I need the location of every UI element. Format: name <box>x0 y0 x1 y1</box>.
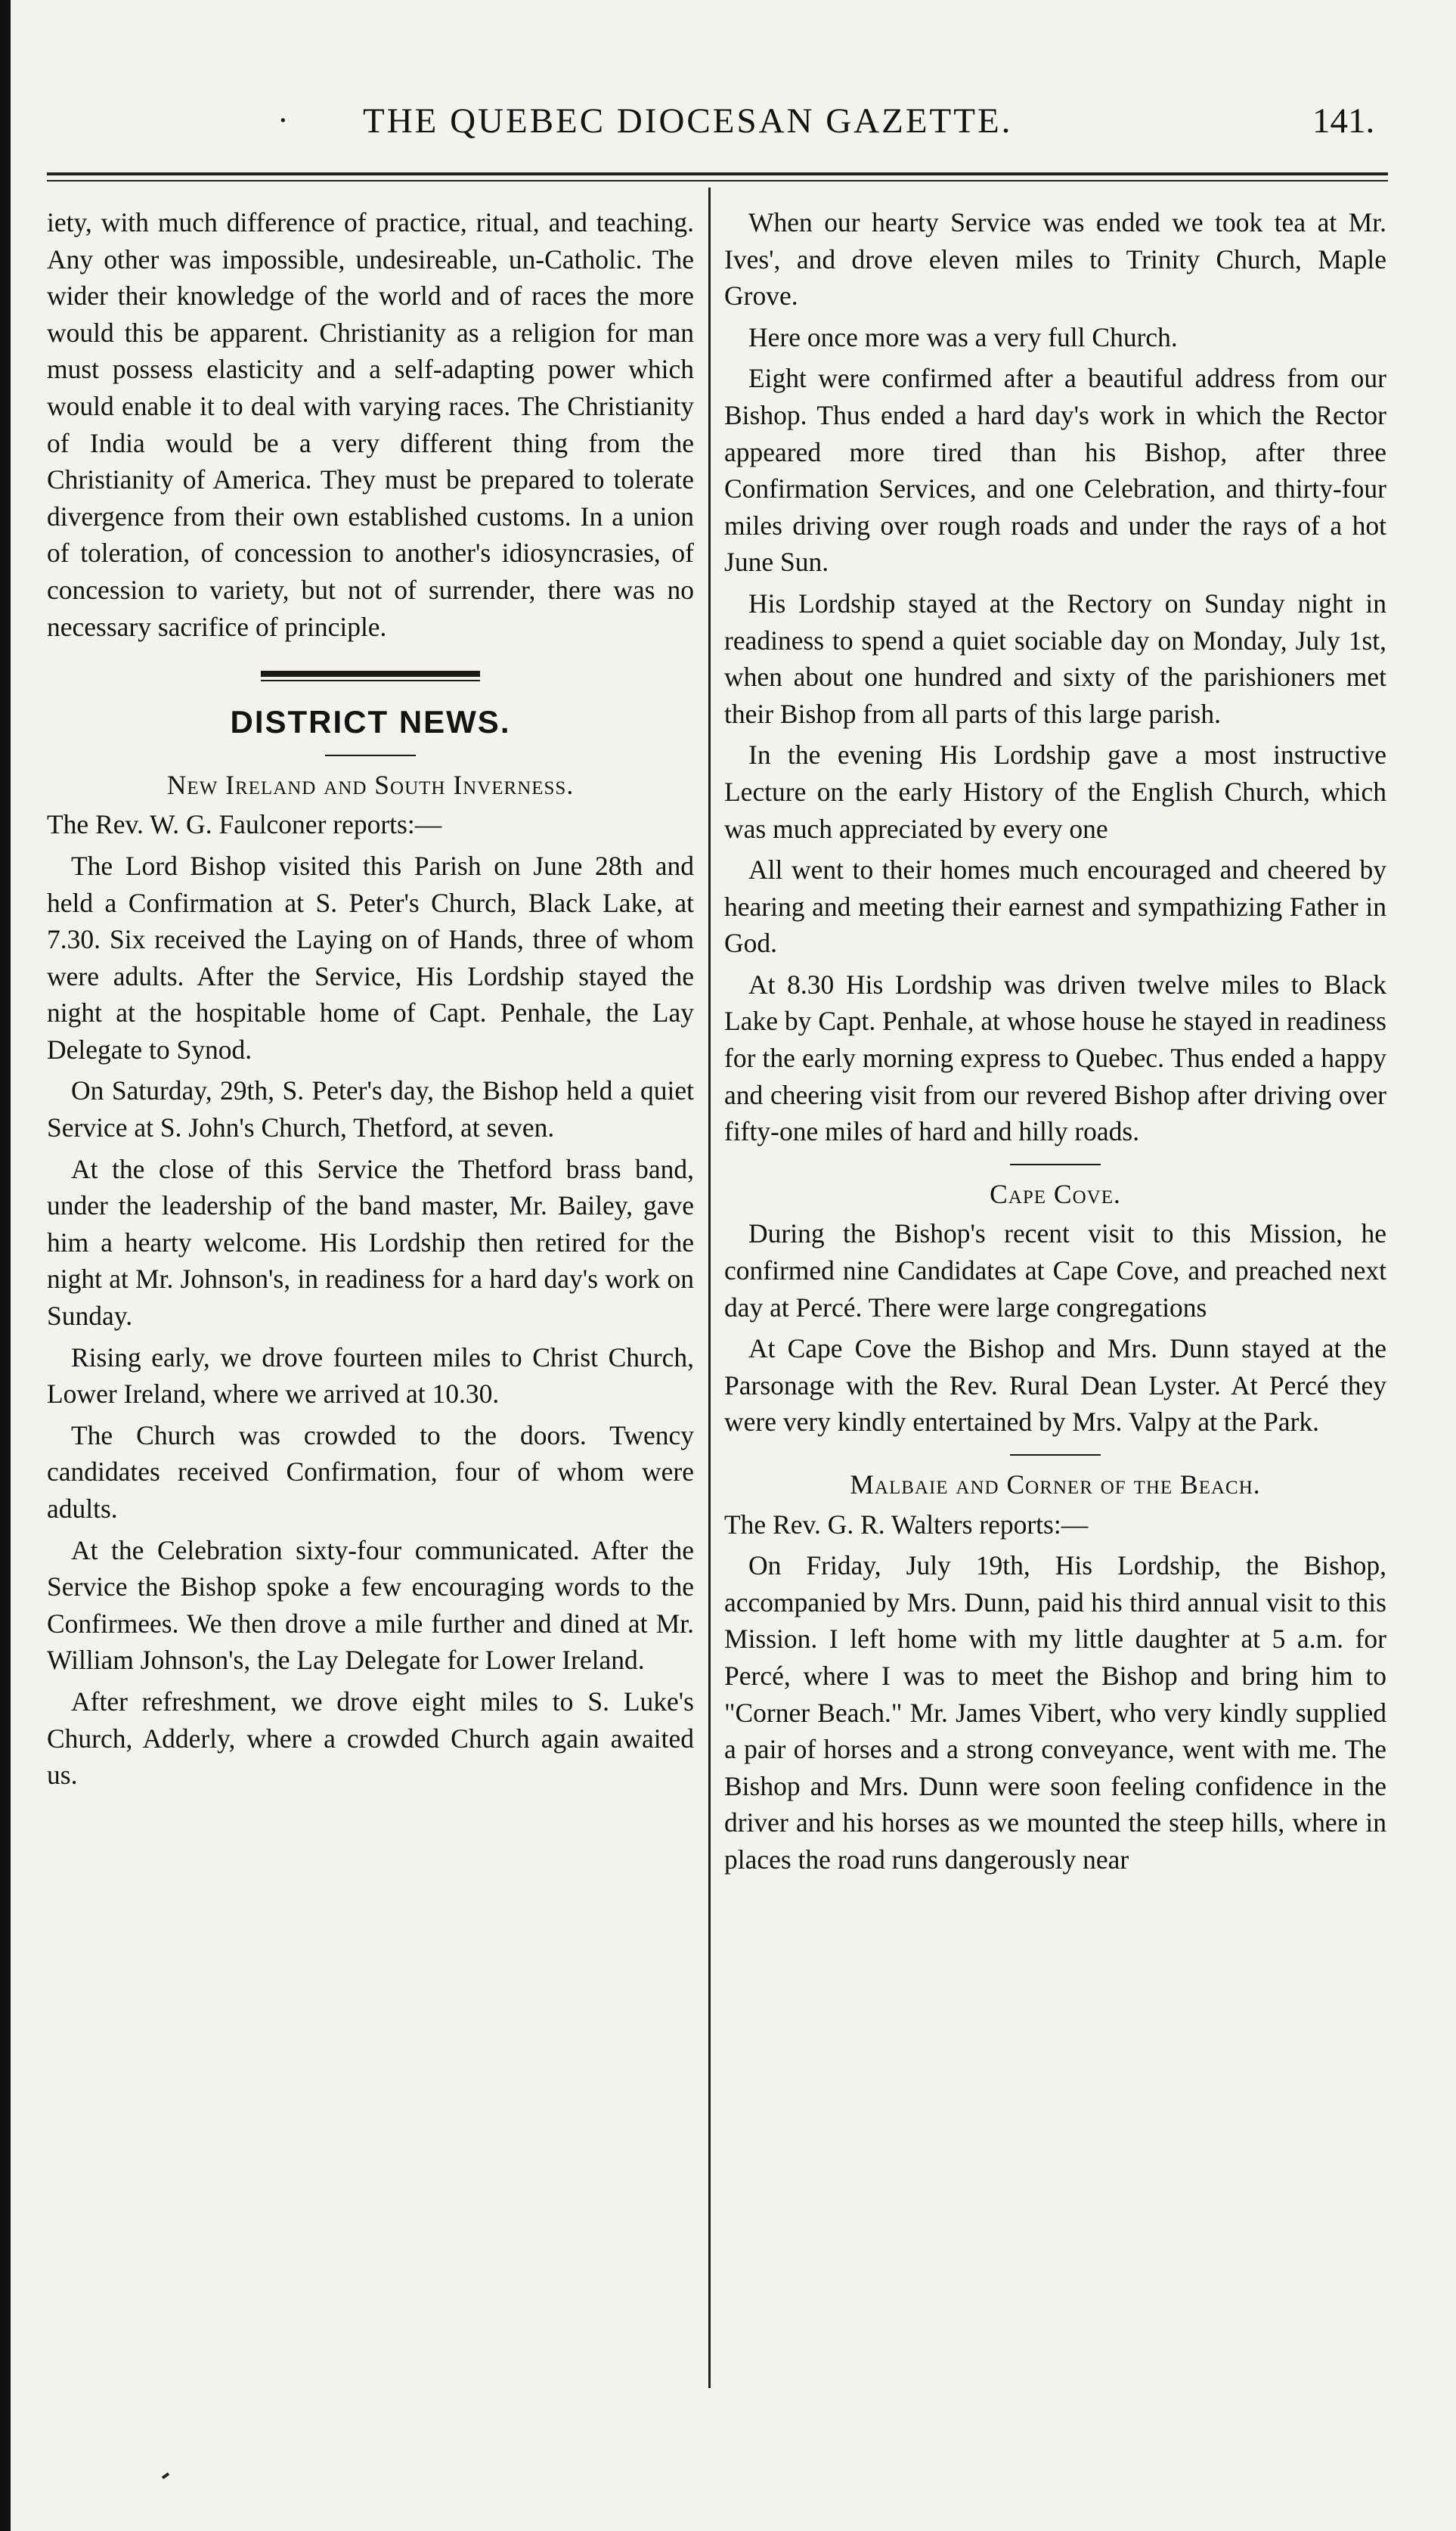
paragraph: His Lordship stayed at the Rectory on Sunday night in readiness to spend a quiet sociable day on Monday, July 1st, when about one hundred and sixty of the parishioners met their Bishop from all parts of this large parish. <box>724 588 1386 729</box>
subheading: Cape Cove. <box>990 1178 1121 1209</box>
subheading: Malbaie and Corner of the Beach. <box>850 1469 1261 1500</box>
page-header <box>0 91 1456 151</box>
paragraph: At 8.30 His Lordship was driven twelve miles to Black Lake by Capt. Penhale, at whose house he stayed in readiness for the early morning express to Quebec. Thus ended a happy and cheering visit from our revered Bishop after driving over fifty-one miles of hard and hilly roads. <box>724 969 1386 1147</box>
section-rule-thin <box>261 680 480 681</box>
paragraph: All went to their homes much encouraged and cheered by hearing and meeting their earnest and sympathizing Father in God. <box>724 855 1386 959</box>
column-divider <box>708 188 711 2388</box>
paragraph: Eight were confirmed after a beautiful address from our Bishop. Thus ended a hard day's work in which the Rector appeared more tired than his Bishop, after three Confirmation Services, and one Celebration, and thirty-four miles driving over rough roads and under the rays of a hot June Sun. <box>724 363 1386 578</box>
header-rule <box>47 172 1388 175</box>
ink-mark <box>162 2472 169 2479</box>
paragraph: Here once more was a very full Church. <box>748 321 1178 352</box>
paragraph: The Lord Bishop visited this Parish on June 28th and held a Confirmation at S. Peter's Church, Black Lake, at 7.30. Six received the Laying on of Hands, three of whom were adults. After the Service, His Lordship stayed the night at the hospitable home of Capt. Penhale, the Lay Delegate to Synod. <box>47 850 694 1065</box>
title-rule <box>325 755 416 756</box>
subheading: New Ireland and South Inverness. <box>166 769 575 800</box>
reporter-line: The Rev. G. R. Walters reports:— <box>724 1509 1089 1540</box>
paragraph: Rising early, we drove fourteen miles to Christ Church, Lower Ireland, where we arrived at 10.30. <box>47 1341 694 1410</box>
page-edge <box>0 0 11 2531</box>
reporter-line: The Rev. W. G. Faulconer reports:— <box>47 809 442 840</box>
page-number: 141. <box>1312 101 1375 141</box>
paragraph: At Cape Cove the Bishop and Mrs. Dunn stayed at the Parsonage with the Rev. Rural Dean Lyster. At Percé they were very kindly entertained by Mrs. Valpy at the Park. <box>724 1333 1386 1438</box>
paragraph: On Saturday, 29th, S. Peter's day, the Bishop held a quiet Service at S. John's Church, Thetford, at seven. <box>47 1075 694 1143</box>
left-column <box>47 204 694 1798</box>
header-dot: · <box>278 104 288 138</box>
paragraph: In the evening His Lordship gave a most instructive Lecture on the early History of the English Church, which was much appreciated by every one <box>724 740 1386 844</box>
section-rule <box>1010 1164 1101 1165</box>
header-rule-thin <box>47 180 1388 181</box>
section-rule <box>261 671 480 677</box>
paragraph: The Church was crowded to the doors. Twency candidates received Confirmation, four of whom were adults. <box>47 1419 694 1524</box>
paragraph: At the close of this Service the Thetford brass band, under the leadership of the band master, Mr. Bailey, gave him a hearty welcome. His Lordship then retired for the night at Mr. Johnson's, in readiness for a hard day's work on Sunday. <box>47 1153 694 1332</box>
paragraph: At the Celebration sixty-four communicated. After the Service the Bishop spoke a few encouraging words to the Confirmees. We then drove a mile further and dined at Mr. William Johnson's, the Lay Delegate for Lower Ireland. <box>47 1534 694 1676</box>
paragraph: On Friday, July 19th, His Lordship, the Bishop, accompanied by Mrs. Dunn, paid his third annual visit to this Mission. I left home with my little daughter at 5 a.m. for Percé, where I was to meet the Bishop and bring him to "Corner Beach." Mr. James Vibert, who very kindly supplied a pair of horses and a strong conveyance, went with me. The Bishop and Mrs. Dunn were soon feeling confidence in the driver and his horses as we mounted the steep hills, where in places the road runs dangerously near <box>724 1550 1386 1875</box>
paragraph: iety, with much difference of practice, ritual, and teaching. Any other was impossible, undesireable, un-Catholic. The wider their knowledge of the world and of races the more would this be apparent. Christianity as a religion for man must possess elasticity and a self-adapting power which would enable it to deal with varying races. The Christianity of India would be a very different thing from the Christianity of America. They must be prepared to tolerate divergence from their own established customs. In a union of toleration, of concession to another's idiosyncrasies, of concession to variety, but not of surrender, there was no necessary sacrifice of principle. <box>47 207 694 642</box>
section-title: DISTRICT NEWS. <box>230 704 511 740</box>
paragraph: During the Bishop's recent visit to this Mission, he confirmed nine Candidates at Cape Cove, and preached next day at Percé. There were large congregations <box>724 1218 1386 1323</box>
paragraph: After refreshment, we drove eight miles to S. Luke's Church, Adderly, where a crowded Church again awaited us. <box>47 1686 694 1791</box>
section-rule <box>1010 1454 1101 1456</box>
paragraph: When our hearty Service was ended we took tea at Mr. Ives', and drove eleven miles to Trinity Church, Maple Grove. <box>724 207 1386 312</box>
right-column <box>724 204 1386 1883</box>
publication-title: THE QUEBEC DIOCESAN GAZETTE. <box>363 101 1013 141</box>
